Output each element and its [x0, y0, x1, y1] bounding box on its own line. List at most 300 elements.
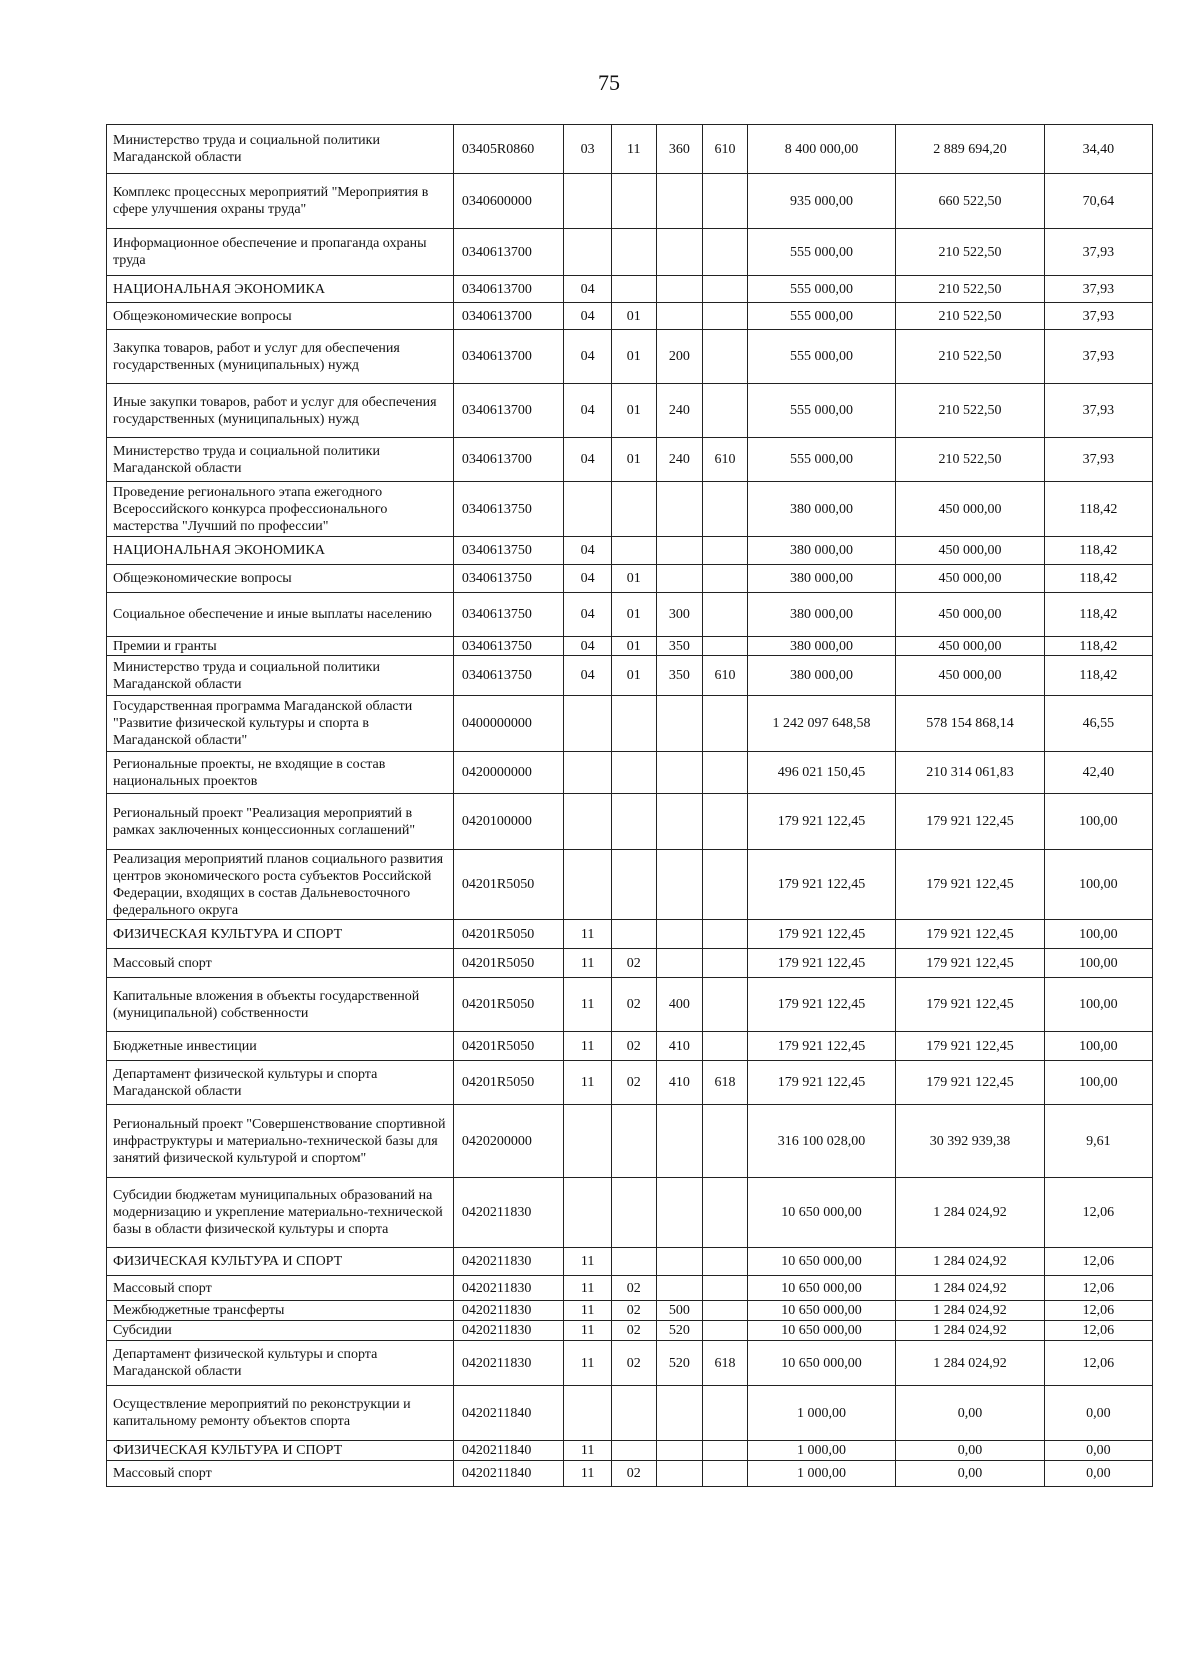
table-row [107, 656, 1153, 696]
table-row [107, 1061, 1153, 1105]
subsection-code-cell: 02 [611, 978, 656, 1032]
table-row [107, 850, 1153, 920]
table-row [107, 593, 1153, 637]
execution-percent-cell: 12,06 [1044, 1248, 1152, 1276]
section-code-cell: 11 [564, 920, 612, 949]
table-row [107, 125, 1153, 174]
executed-amount-cell: 179 921 122,45 [896, 1032, 1045, 1061]
target-article-code-cell: 0400000000 [453, 696, 563, 752]
execution-percent-cell: 12,06 [1044, 1178, 1152, 1248]
execution-percent-cell: 0,00 [1044, 1386, 1152, 1441]
executed-amount-cell: 210 522,50 [896, 276, 1045, 303]
section-code-cell: 11 [564, 1301, 612, 1321]
target-article-code-cell: 04201R5050 [453, 1061, 563, 1105]
expense-type-code-cell [656, 565, 703, 593]
executed-amount-cell: 450 000,00 [896, 482, 1045, 537]
table-body [107, 125, 1153, 1487]
budget-manager-code-cell [703, 1321, 748, 1341]
execution-percent-cell: 12,06 [1044, 1321, 1152, 1341]
target-article-code-cell: 0340613700 [453, 384, 563, 438]
table-row [107, 1032, 1153, 1061]
expense-type-code-cell: 350 [656, 656, 703, 696]
section-code-cell [564, 1386, 612, 1441]
section-code-cell: 11 [564, 949, 612, 978]
expense-name-cell: Региональные проекты, не входящие в состав национальных проектов [107, 752, 454, 794]
section-code-cell: 04 [564, 438, 612, 482]
subsection-code-cell [611, 794, 656, 850]
subsection-code-cell: 02 [611, 1301, 656, 1321]
executed-amount-cell: 450 000,00 [896, 656, 1045, 696]
planned-amount-cell: 10 650 000,00 [747, 1301, 896, 1321]
target-article-code-cell: 04201R5050 [453, 920, 563, 949]
subsection-code-cell: 01 [611, 438, 656, 482]
section-code-cell: 11 [564, 1276, 612, 1301]
budget-manager-code-cell [703, 1248, 748, 1276]
budget-manager-code-cell [703, 303, 748, 330]
subsection-code-cell [611, 752, 656, 794]
expense-type-code-cell [656, 1248, 703, 1276]
execution-percent-cell: 100,00 [1044, 1061, 1152, 1105]
budget-manager-code-cell [703, 696, 748, 752]
expense-type-code-cell [656, 850, 703, 920]
subsection-code-cell [611, 482, 656, 537]
subsection-code-cell [611, 1178, 656, 1248]
executed-amount-cell: 210 522,50 [896, 303, 1045, 330]
section-code-cell: 04 [564, 303, 612, 330]
expense-name-cell: Закупка товаров, работ и услуг для обеспечения государственных (муниципальных) нужд [107, 330, 454, 384]
target-article-code-cell: 0340613750 [453, 537, 563, 565]
execution-percent-cell: 100,00 [1044, 1032, 1152, 1061]
section-code-cell: 11 [564, 1248, 612, 1276]
budget-manager-code-cell [703, 384, 748, 438]
budget-manager-code-cell [703, 1178, 748, 1248]
execution-percent-cell: 12,06 [1044, 1301, 1152, 1321]
expense-name-cell: НАЦИОНАЛЬНАЯ ЭКОНОМИКА [107, 276, 454, 303]
expense-name-cell: Общеэкономические вопросы [107, 303, 454, 330]
expense-name-cell: Массовый спорт [107, 1276, 454, 1301]
execution-percent-cell: 100,00 [1044, 850, 1152, 920]
table-row [107, 384, 1153, 438]
target-article-code-cell: 0420000000 [453, 752, 563, 794]
executed-amount-cell: 210 522,50 [896, 384, 1045, 438]
subsection-code-cell: 02 [611, 1321, 656, 1341]
executed-amount-cell: 660 522,50 [896, 174, 1045, 229]
table-row [107, 1441, 1153, 1461]
section-code-cell: 04 [564, 565, 612, 593]
expense-type-code-cell: 520 [656, 1341, 703, 1386]
section-code-cell [564, 752, 612, 794]
expense-type-code-cell [656, 482, 703, 537]
target-article-code-cell: 0420211840 [453, 1441, 563, 1461]
expense-name-cell: Капитальные вложения в объекты государственной (муниципальной) собственности [107, 978, 454, 1032]
section-code-cell: 11 [564, 1341, 612, 1386]
expense-name-cell: Общеэкономические вопросы [107, 565, 454, 593]
table-row [107, 920, 1153, 949]
target-article-code-cell: 04201R5050 [453, 1032, 563, 1061]
target-article-code-cell: 0420211830 [453, 1248, 563, 1276]
planned-amount-cell: 380 000,00 [747, 565, 896, 593]
execution-percent-cell: 34,40 [1044, 125, 1152, 174]
expense-name-cell: Комплекс процессных мероприятий "Мероприятия в сфере улучшения охраны труда" [107, 174, 454, 229]
planned-amount-cell: 10 650 000,00 [747, 1178, 896, 1248]
expense-type-code-cell [656, 1276, 703, 1301]
subsection-code-cell [611, 1441, 656, 1461]
target-article-code-cell: 0420211830 [453, 1178, 563, 1248]
budget-manager-code-cell [703, 1386, 748, 1441]
section-code-cell: 04 [564, 330, 612, 384]
executed-amount-cell: 450 000,00 [896, 537, 1045, 565]
section-code-cell [564, 229, 612, 276]
subsection-code-cell [611, 696, 656, 752]
planned-amount-cell: 1 000,00 [747, 1441, 896, 1461]
section-code-cell: 03 [564, 125, 612, 174]
executed-amount-cell: 210 314 061,83 [896, 752, 1045, 794]
budget-manager-code-cell [703, 1105, 748, 1178]
table-row [107, 330, 1153, 384]
table-row [107, 1178, 1153, 1248]
expense-type-code-cell [656, 174, 703, 229]
executed-amount-cell: 450 000,00 [896, 565, 1045, 593]
planned-amount-cell: 10 650 000,00 [747, 1276, 896, 1301]
expense-type-code-cell [656, 949, 703, 978]
subsection-code-cell: 02 [611, 949, 656, 978]
execution-percent-cell: 37,93 [1044, 303, 1152, 330]
executed-amount-cell: 179 921 122,45 [896, 920, 1045, 949]
budget-manager-code-cell [703, 1032, 748, 1061]
expense-name-cell: Региональный проект "Реализация мероприятий в рамках заключенных концессионных соглашений" [107, 794, 454, 850]
table-row [107, 696, 1153, 752]
planned-amount-cell: 179 921 122,45 [747, 850, 896, 920]
expense-type-code-cell: 240 [656, 438, 703, 482]
budget-manager-code-cell [703, 174, 748, 229]
executed-amount-cell: 210 522,50 [896, 330, 1045, 384]
budget-manager-code-cell [703, 565, 748, 593]
planned-amount-cell: 10 650 000,00 [747, 1321, 896, 1341]
execution-percent-cell: 37,93 [1044, 229, 1152, 276]
table-row [107, 174, 1153, 229]
subsection-code-cell [611, 229, 656, 276]
execution-percent-cell: 100,00 [1044, 920, 1152, 949]
planned-amount-cell: 179 921 122,45 [747, 1061, 896, 1105]
page-number: 75 [598, 70, 620, 95]
executed-amount-cell: 2 889 694,20 [896, 125, 1045, 174]
executed-amount-cell: 1 284 024,92 [896, 1301, 1045, 1321]
budget-table [106, 124, 1153, 1487]
target-article-code-cell: 0340613700 [453, 438, 563, 482]
target-article-code-cell: 0420211830 [453, 1276, 563, 1301]
expense-type-code-cell [656, 696, 703, 752]
execution-percent-cell: 37,93 [1044, 438, 1152, 482]
expense-name-cell: Министерство труда и социальной политики Магаданской области [107, 125, 454, 174]
execution-percent-cell: 118,42 [1044, 482, 1152, 537]
executed-amount-cell: 179 921 122,45 [896, 794, 1045, 850]
execution-percent-cell: 12,06 [1044, 1341, 1152, 1386]
planned-amount-cell: 380 000,00 [747, 637, 896, 656]
section-code-cell [564, 1105, 612, 1178]
expense-type-code-cell: 500 [656, 1301, 703, 1321]
target-article-code-cell: 0340613750 [453, 565, 563, 593]
expense-name-cell: ФИЗИЧЕСКАЯ КУЛЬТУРА И СПОРТ [107, 920, 454, 949]
executed-amount-cell: 0,00 [896, 1461, 1045, 1487]
expense-type-code-cell [656, 276, 703, 303]
table-row [107, 565, 1153, 593]
execution-percent-cell: 46,55 [1044, 696, 1152, 752]
executed-amount-cell: 1 284 024,92 [896, 1248, 1045, 1276]
planned-amount-cell: 1 242 097 648,58 [747, 696, 896, 752]
execution-percent-cell: 37,93 [1044, 276, 1152, 303]
planned-amount-cell: 380 000,00 [747, 537, 896, 565]
table-row [107, 949, 1153, 978]
budget-manager-code-cell [703, 794, 748, 850]
table-row [107, 1301, 1153, 1321]
target-article-code-cell: 0340613700 [453, 330, 563, 384]
expense-name-cell: Осуществление мероприятий по реконструкции и капитальному ремонту объектов спорта [107, 1386, 454, 1441]
planned-amount-cell: 380 000,00 [747, 593, 896, 637]
executed-amount-cell: 179 921 122,45 [896, 978, 1045, 1032]
expense-type-code-cell: 400 [656, 978, 703, 1032]
subsection-code-cell: 11 [611, 125, 656, 174]
planned-amount-cell: 179 921 122,45 [747, 920, 896, 949]
expense-type-code-cell [656, 752, 703, 794]
section-code-cell: 11 [564, 1441, 612, 1461]
budget-manager-code-cell [703, 949, 748, 978]
planned-amount-cell: 935 000,00 [747, 174, 896, 229]
table-row [107, 794, 1153, 850]
subsection-code-cell: 01 [611, 330, 656, 384]
executed-amount-cell: 450 000,00 [896, 593, 1045, 637]
section-code-cell: 04 [564, 656, 612, 696]
subsection-code-cell: 01 [611, 565, 656, 593]
target-article-code-cell: 0340613700 [453, 229, 563, 276]
planned-amount-cell: 555 000,00 [747, 276, 896, 303]
table-row [107, 1248, 1153, 1276]
expense-name-cell: Социальное обеспечение и иные выплаты населению [107, 593, 454, 637]
planned-amount-cell: 179 921 122,45 [747, 949, 896, 978]
executed-amount-cell: 179 921 122,45 [896, 1061, 1045, 1105]
executed-amount-cell: 0,00 [896, 1386, 1045, 1441]
expense-type-code-cell: 300 [656, 593, 703, 637]
subsection-code-cell: 01 [611, 303, 656, 330]
section-code-cell: 04 [564, 384, 612, 438]
section-code-cell: 11 [564, 1461, 612, 1487]
target-article-code-cell: 0420200000 [453, 1105, 563, 1178]
executed-amount-cell: 1 284 024,92 [896, 1341, 1045, 1386]
table-row [107, 1105, 1153, 1178]
subsection-code-cell: 02 [611, 1276, 656, 1301]
execution-percent-cell: 12,06 [1044, 1276, 1152, 1301]
table-row [107, 276, 1153, 303]
executed-amount-cell: 1 284 024,92 [896, 1178, 1045, 1248]
budget-manager-code-cell: 610 [703, 438, 748, 482]
expense-name-cell: Иные закупки товаров, работ и услуг для обеспечения государственных (муниципальных) нужд [107, 384, 454, 438]
expense-name-cell: Межбюджетные трансферты [107, 1301, 454, 1321]
planned-amount-cell: 555 000,00 [747, 438, 896, 482]
planned-amount-cell: 555 000,00 [747, 384, 896, 438]
target-article-code-cell: 0420211830 [453, 1321, 563, 1341]
section-code-cell [564, 482, 612, 537]
budget-manager-code-cell: 610 [703, 656, 748, 696]
budget-manager-code-cell [703, 593, 748, 637]
subsection-code-cell [611, 174, 656, 229]
expense-type-code-cell [656, 1178, 703, 1248]
section-code-cell: 04 [564, 276, 612, 303]
subsection-code-cell: 01 [611, 384, 656, 438]
budget-manager-code-cell [703, 276, 748, 303]
expense-type-code-cell: 410 [656, 1061, 703, 1105]
budget-manager-code-cell: 610 [703, 125, 748, 174]
expense-name-cell: Субсидии [107, 1321, 454, 1341]
planned-amount-cell: 555 000,00 [747, 330, 896, 384]
execution-percent-cell: 0,00 [1044, 1441, 1152, 1461]
expense-name-cell: Премии и гранты [107, 637, 454, 656]
planned-amount-cell: 10 650 000,00 [747, 1341, 896, 1386]
budget-manager-code-cell [703, 1461, 748, 1487]
execution-percent-cell: 100,00 [1044, 978, 1152, 1032]
planned-amount-cell: 179 921 122,45 [747, 978, 896, 1032]
target-article-code-cell: 0420211830 [453, 1341, 563, 1386]
budget-manager-code-cell [703, 330, 748, 384]
execution-percent-cell: 100,00 [1044, 794, 1152, 850]
executed-amount-cell: 210 522,50 [896, 229, 1045, 276]
expense-name-cell: Бюджетные инвестиции [107, 1032, 454, 1061]
expense-name-cell: ФИЗИЧЕСКАЯ КУЛЬТУРА И СПОРТ [107, 1248, 454, 1276]
expense-name-cell: Департамент физической культуры и спорта Магаданской области [107, 1341, 454, 1386]
target-article-code-cell: 0420211840 [453, 1461, 563, 1487]
budget-manager-code-cell [703, 1301, 748, 1321]
subsection-code-cell: 01 [611, 637, 656, 656]
execution-percent-cell: 118,42 [1044, 537, 1152, 565]
budget-manager-code-cell [703, 1276, 748, 1301]
executed-amount-cell: 1 284 024,92 [896, 1321, 1045, 1341]
execution-percent-cell: 70,64 [1044, 174, 1152, 229]
target-article-code-cell: 04201R5050 [453, 850, 563, 920]
executed-amount-cell: 1 284 024,92 [896, 1276, 1045, 1301]
budget-manager-code-cell [703, 537, 748, 565]
target-article-code-cell: 0340613750 [453, 656, 563, 696]
expense-type-code-cell [656, 303, 703, 330]
planned-amount-cell: 1 000,00 [747, 1386, 896, 1441]
target-article-code-cell: 0420211830 [453, 1301, 563, 1321]
expense-name-cell: Государственная программа Магаданской области "Развитие физической культуры и спорта в Магаданской области" [107, 696, 454, 752]
expense-type-code-cell: 200 [656, 330, 703, 384]
section-code-cell [564, 1178, 612, 1248]
planned-amount-cell: 1 000,00 [747, 1461, 896, 1487]
execution-percent-cell: 42,40 [1044, 752, 1152, 794]
subsection-code-cell [611, 1105, 656, 1178]
planned-amount-cell: 10 650 000,00 [747, 1248, 896, 1276]
execution-percent-cell: 0,00 [1044, 1461, 1152, 1487]
expense-type-code-cell [656, 794, 703, 850]
target-article-code-cell: 0420100000 [453, 794, 563, 850]
expense-type-code-cell [656, 229, 703, 276]
planned-amount-cell: 179 921 122,45 [747, 1032, 896, 1061]
subsection-code-cell [611, 537, 656, 565]
expense-name-cell: НАЦИОНАЛЬНАЯ ЭКОНОМИКА [107, 537, 454, 565]
table-row [107, 482, 1153, 537]
subsection-code-cell: 01 [611, 656, 656, 696]
table-row [107, 438, 1153, 482]
expense-type-code-cell: 360 [656, 125, 703, 174]
planned-amount-cell: 380 000,00 [747, 656, 896, 696]
expense-type-code-cell [656, 920, 703, 949]
section-code-cell: 11 [564, 1321, 612, 1341]
execution-percent-cell: 118,42 [1044, 565, 1152, 593]
execution-percent-cell: 100,00 [1044, 949, 1152, 978]
subsection-code-cell: 02 [611, 1032, 656, 1061]
execution-percent-cell: 118,42 [1044, 637, 1152, 656]
budget-manager-code-cell [703, 229, 748, 276]
section-code-cell: 11 [564, 1032, 612, 1061]
table-row [107, 1341, 1153, 1386]
table-row [107, 303, 1153, 330]
planned-amount-cell: 316 100 028,00 [747, 1105, 896, 1178]
budget-manager-code-cell [703, 752, 748, 794]
section-code-cell [564, 696, 612, 752]
table-row [107, 1386, 1153, 1441]
subsection-code-cell [611, 1248, 656, 1276]
expense-type-code-cell: 350 [656, 637, 703, 656]
execution-percent-cell: 118,42 [1044, 593, 1152, 637]
planned-amount-cell: 8 400 000,00 [747, 125, 896, 174]
table-row [107, 978, 1153, 1032]
expense-type-code-cell: 520 [656, 1321, 703, 1341]
section-code-cell [564, 794, 612, 850]
budget-manager-code-cell [703, 637, 748, 656]
subsection-code-cell: 02 [611, 1061, 656, 1105]
table-row [107, 1321, 1153, 1341]
planned-amount-cell: 555 000,00 [747, 303, 896, 330]
budget-manager-code-cell [703, 978, 748, 1032]
planned-amount-cell: 496 021 150,45 [747, 752, 896, 794]
execution-percent-cell: 9,61 [1044, 1105, 1152, 1178]
table-row [107, 1276, 1153, 1301]
subsection-code-cell: 02 [611, 1341, 656, 1386]
expense-name-cell: Субсидии бюджетам муниципальных образований на модернизацию и укрепление материально-технической базы в области физической культуры и спорта [107, 1178, 454, 1248]
expense-name-cell: Департамент физической культуры и спорта Магаданской области [107, 1061, 454, 1105]
executed-amount-cell: 179 921 122,45 [896, 850, 1045, 920]
expense-name-cell: Региональный проект "Совершенствование спортивной инфраструктуры и материально-технической базы для занятий физической культурой и спортом" [107, 1105, 454, 1178]
target-article-code-cell: 03405R0860 [453, 125, 563, 174]
section-code-cell: 11 [564, 1061, 612, 1105]
subsection-code-cell [611, 1386, 656, 1441]
expense-name-cell: Информационное обеспечение и пропаганда охраны труда [107, 229, 454, 276]
target-article-code-cell: 04201R5050 [453, 949, 563, 978]
expense-type-code-cell: 410 [656, 1032, 703, 1061]
target-article-code-cell: 0340600000 [453, 174, 563, 229]
target-article-code-cell: 0340613750 [453, 482, 563, 537]
section-code-cell: 04 [564, 537, 612, 565]
budget-manager-code-cell: 618 [703, 1061, 748, 1105]
planned-amount-cell: 179 921 122,45 [747, 794, 896, 850]
expense-name-cell: Министерство труда и социальной политики Магаданской области [107, 656, 454, 696]
executed-amount-cell: 210 522,50 [896, 438, 1045, 482]
expense-type-code-cell [656, 1441, 703, 1461]
expense-type-code-cell [656, 1461, 703, 1487]
section-code-cell: 04 [564, 637, 612, 656]
expense-type-code-cell: 240 [656, 384, 703, 438]
execution-percent-cell: 37,93 [1044, 384, 1152, 438]
expense-type-code-cell [656, 1105, 703, 1178]
subsection-code-cell [611, 850, 656, 920]
table-row [107, 637, 1153, 656]
section-code-cell: 04 [564, 593, 612, 637]
executed-amount-cell: 179 921 122,45 [896, 949, 1045, 978]
section-code-cell [564, 174, 612, 229]
planned-amount-cell: 380 000,00 [747, 482, 896, 537]
section-code-cell [564, 850, 612, 920]
target-article-code-cell: 04201R5050 [453, 978, 563, 1032]
expense-name-cell: Массовый спорт [107, 1461, 454, 1487]
